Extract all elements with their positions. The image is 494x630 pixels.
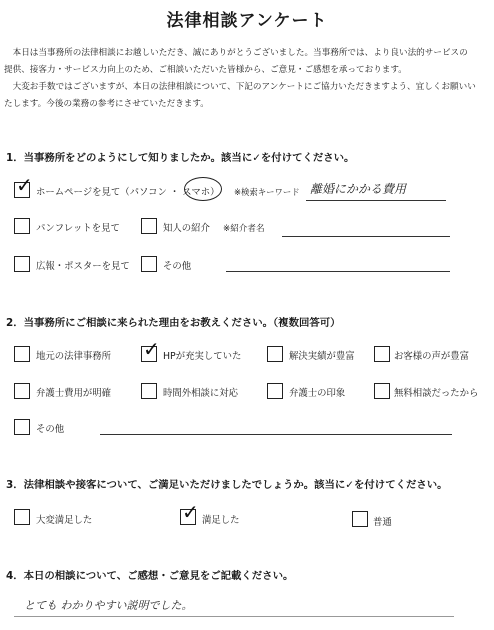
q3-option-label: 普通	[373, 517, 392, 528]
q1-other-underline[interactable]	[226, 271, 450, 272]
q1-referral-label: 知人の紹介	[163, 223, 210, 234]
q1-homepage-label: ホームページを見て（パソコン ・ スマホ）	[36, 187, 220, 198]
q2-other-underline[interactable]	[100, 434, 452, 435]
q2-option-label: 時間外相談に対応	[163, 388, 239, 399]
q2-option-label: 弁護士費用が明確	[36, 388, 112, 399]
q3-option-checkbox[interactable]	[14, 509, 30, 525]
q3-option-checkbox[interactable]	[180, 500, 199, 525]
check-mark: ✓	[182, 500, 199, 524]
q3-option-label: 満足した	[202, 515, 240, 526]
q2-option-checkbox[interactable]	[374, 383, 390, 399]
q3-option-checkbox[interactable]	[352, 511, 368, 527]
q2-option-checkbox[interactable]	[267, 383, 283, 399]
q2-option-checkbox[interactable]	[14, 346, 30, 362]
intro-text-line-4: たします。今後の業務の参考にさせていただきます。	[4, 99, 209, 109]
q2-option-checkbox[interactable]	[141, 383, 157, 399]
q1-pamphlet-checkbox[interactable]	[14, 218, 30, 234]
q2-option-label: お客様の声が豊富	[394, 351, 470, 362]
q1-keyword-label: ※検索キーワード	[234, 187, 300, 197]
q1-referral-checkbox[interactable]	[141, 218, 157, 234]
q4-answer-text[interactable]: とても わかりやすい説明でした。	[24, 599, 193, 612]
q2-option-checkbox[interactable]	[267, 346, 283, 362]
selection-circle-mark	[184, 177, 222, 201]
check-mark: ✓	[16, 173, 33, 197]
q1-keyword-value[interactable]: 離婚にかかる費用	[310, 182, 407, 196]
q1-other-checkbox[interactable]	[141, 256, 157, 272]
q2-option-label: HPが充実していた	[163, 351, 242, 362]
q2-option-checkbox[interactable]	[14, 419, 30, 435]
q1-ads-label: 広報・ポスターを見て	[36, 261, 130, 272]
q2-option-label: 無料相談だったから	[394, 388, 479, 399]
check-mark: ✓	[143, 337, 160, 361]
q1-ads-checkbox[interactable]	[14, 256, 30, 272]
q1-referrer-label: ※紹介者名	[223, 224, 265, 234]
intro-text-line-3: 大変お手数ではございますが、本日の法律相談について、下記のアンケートにご協力いただきますよう、宜しくお願いい	[4, 82, 476, 92]
q2-option-label: 解決実績が豊富	[289, 351, 355, 362]
page-title: 法律相談アンケート	[166, 11, 328, 31]
q1-heading: 1．当事務所をどのようにして知りましたか。該当に✓を付けてください。	[6, 152, 355, 164]
q2-option-label: 弁護士の印象	[289, 388, 346, 399]
q2-option-label: 地元の法律事務所	[36, 351, 112, 362]
q2-option-checkbox[interactable]	[141, 337, 160, 362]
q2-option-checkbox[interactable]	[14, 383, 30, 399]
intro-text-line-1: 本日は当事務所の法律相談にお越しいただき、誠にありがとうございました。当事務所では、より良い法的サービスの	[4, 48, 468, 58]
q1-pamphlet-label: パンフレットを見て	[36, 223, 120, 234]
q1-other-label: その他	[163, 261, 192, 272]
q1-homepage-checkbox[interactable]	[14, 173, 33, 198]
intro-text-line-2: 提供、接客力・サービス力向上のため、ご相談いただいた皆様から、ご意見・ご感想を承っております。	[4, 65, 407, 75]
q2-heading: 2．当事務所にご相談に来られた理由をお教えください。（複数回答可）	[6, 317, 341, 329]
q4-heading: 4．本日の相談について、ご感想・ご意見をご記載ください。	[6, 570, 294, 582]
q1-referrer-underline[interactable]	[282, 236, 450, 237]
q3-heading: 3．法律相談や接客について、ご満足いただけましたでしょうか。該当に✓を付けてください。	[6, 479, 448, 491]
q4-answer-underline	[14, 616, 454, 617]
q1-keyword-underline	[306, 200, 446, 201]
q2-option-checkbox[interactable]	[374, 346, 390, 362]
q3-option-label: 大変満足した	[36, 515, 93, 526]
q2-option-label: その他	[36, 424, 65, 435]
